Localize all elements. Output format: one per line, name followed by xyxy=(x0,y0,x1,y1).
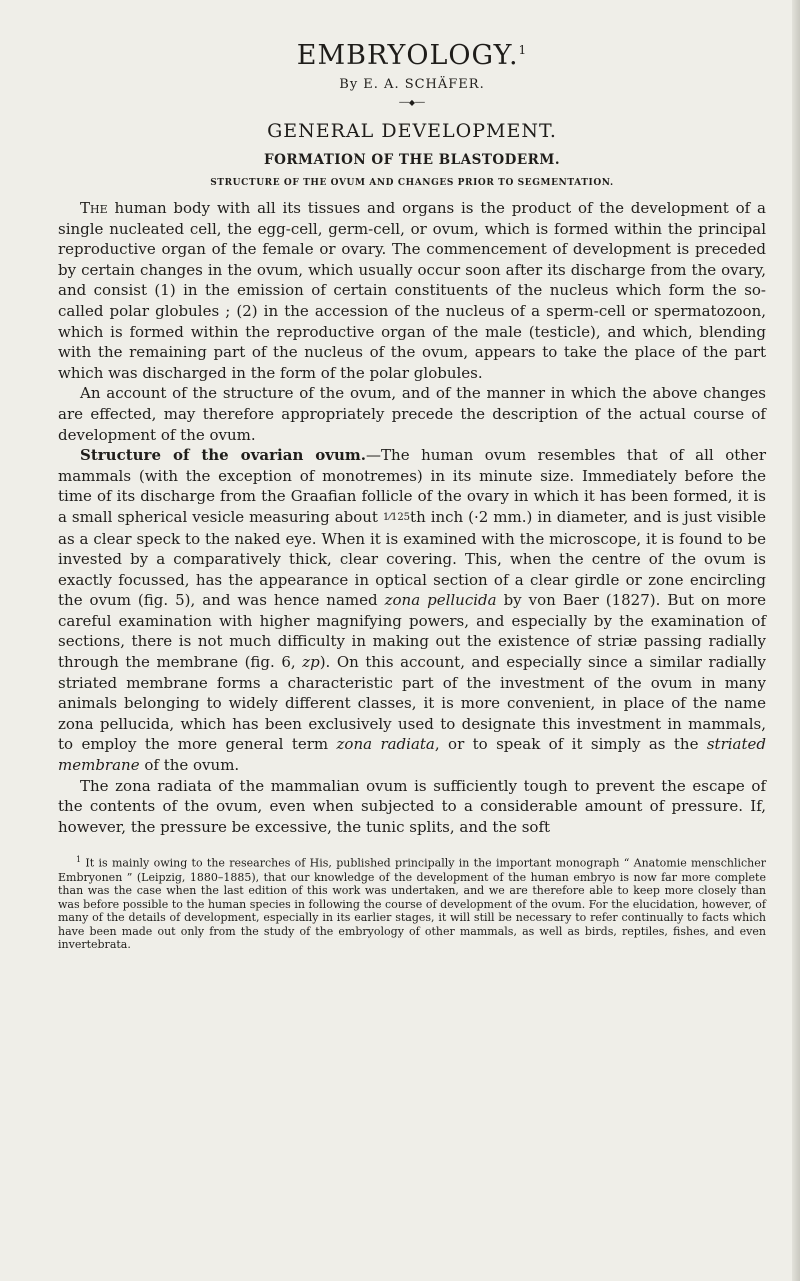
title-footnote-marker: 1 xyxy=(518,43,528,57)
paragraph-3-text-e: , or to speak of it simply as the xyxy=(434,735,707,754)
figure-ref-zp: zp xyxy=(302,653,320,672)
paragraph-3-text-a: —The human ovum resembles that of all other mammals (with the exception of monotremes) in its minute size. Immediately before the time of its discharge from the Graafian follicle of the ovary in which it has been formed, it is a small spherical vesicle measuring about xyxy=(58,446,766,526)
paragraph-2: An account of the structure of the ovum, and of the manner in which the above changes are effected, may therefore appropriately precede the description of the actual course of development of the ovum. xyxy=(58,384,766,444)
footnote-text: It is mainly owing to the researches of His, published principally in the important monograph “ Anatomie menschlicher Embryonen ” (Leipzig, 1880–1885), that our knowledge of the development of the human embryo is now far more complete than was the case when the last edition of this work was undertaken, and we are therefore able to keep more closely than was before possible to the human species in following the course of development of the ovum. For the elucidation, however, of many of the details of development, especially in its earlier stages, it will still be necessary to refer continually to facts which have been made out only from the study of the embryology of other mammals, as well as birds, reptiles, fishes, and even invertebrata. xyxy=(58,857,766,952)
paragraph-3-text-b: th inch (·2 mm.) in diameter, and is just visible as a clear speck to the naked eye. When it is examined with the microscope, it is found to be invested by a comparatively thick, clear covering. This, when the centre of the ovum is exactly focussed, has the appearance in optical section of a clear girdle or zone encircling the ovum (fig. 5), and was hence named xyxy=(58,507,766,610)
footnote xyxy=(58,853,766,951)
document-page xyxy=(58,40,766,952)
paragraph-3-text-c: by von Baer (1827). But on more careful examination with higher magnifying powers, and especially by the examination of sections, there is not much difficulty in making out the existence of striæ passing radially through the membrane (fig. 6, xyxy=(58,591,766,672)
page-edge-shadow xyxy=(792,0,800,1281)
paragraph-3-text-f: of the ovum. xyxy=(139,756,240,775)
page-title xyxy=(58,40,766,71)
paragraph-1 xyxy=(58,198,766,383)
title-text: EMBRYOLOGY. xyxy=(296,40,519,71)
paragraph-3-heading: Structure of the ovarian ovum. xyxy=(80,446,367,465)
footnote-separator xyxy=(58,837,766,847)
term-striated-membrane: striated membrane xyxy=(58,735,767,775)
subsubsection-heading: STRUCTURE OF THE OVUM AND CHANGES PRIOR TO SEGMENTATION. xyxy=(210,178,614,188)
term-zona-radiata: zona radiata xyxy=(336,735,435,754)
paragraph-4: The zona radiata of the mammalian ovum is sufficiently tough to prevent the escape of the contents of the ovum, even when subjected to a considerable amount of pressure. If, however, the pressure be excessive, the tunic splits, and the soft xyxy=(58,776,766,836)
ornament-divider: ──◆── xyxy=(399,98,425,107)
term-zona-pellucida: zona pellucida xyxy=(384,591,497,610)
paragraph-3-text-d: ). On this account, and especially since a similar radially striated membrane forms a characteristic part of the investment of the ovum in many animals belonging to widely different classes, it is more convenient, in place of the name zona pellucida, which has been exclusively used to designate this investment in mammals, to employ the more general term xyxy=(58,653,766,754)
paragraph-1-text: human body with all its tissues and organs is the product of the development of a single nucleated cell, the egg-cell, germ-cell, or ovum, which is formed within the principal reproductive organ of the female or ovary. The commencement of development is preceded by certain changes in the ovum, which usually occur soon after its discharge from the ovary, and consist (1) in the emission of certain constituents of the nucleus which form the so-called polar globules ; (2) in the accession of the nucleus of a sperm-cell or spermatozoon, which is formed within the reproductive organ of the male (testicle), and which, blending with the remaining part of the nucleus of the ovum, appears to take the place of the part which was discharged in the form of the polar globules. xyxy=(58,199,766,382)
paragraph-1-lead: The xyxy=(80,199,108,217)
footnote-marker: 1 xyxy=(76,855,82,865)
author-line: By E. A. SCHÄFER. xyxy=(339,77,485,92)
fraction: 1⁄125 xyxy=(382,511,411,523)
subsection-heading: FORMATION OF THE BLASTODERM. xyxy=(263,152,561,168)
paragraph-3 xyxy=(58,445,766,776)
section-heading: GENERAL DEVELOPMENT. xyxy=(267,120,557,142)
